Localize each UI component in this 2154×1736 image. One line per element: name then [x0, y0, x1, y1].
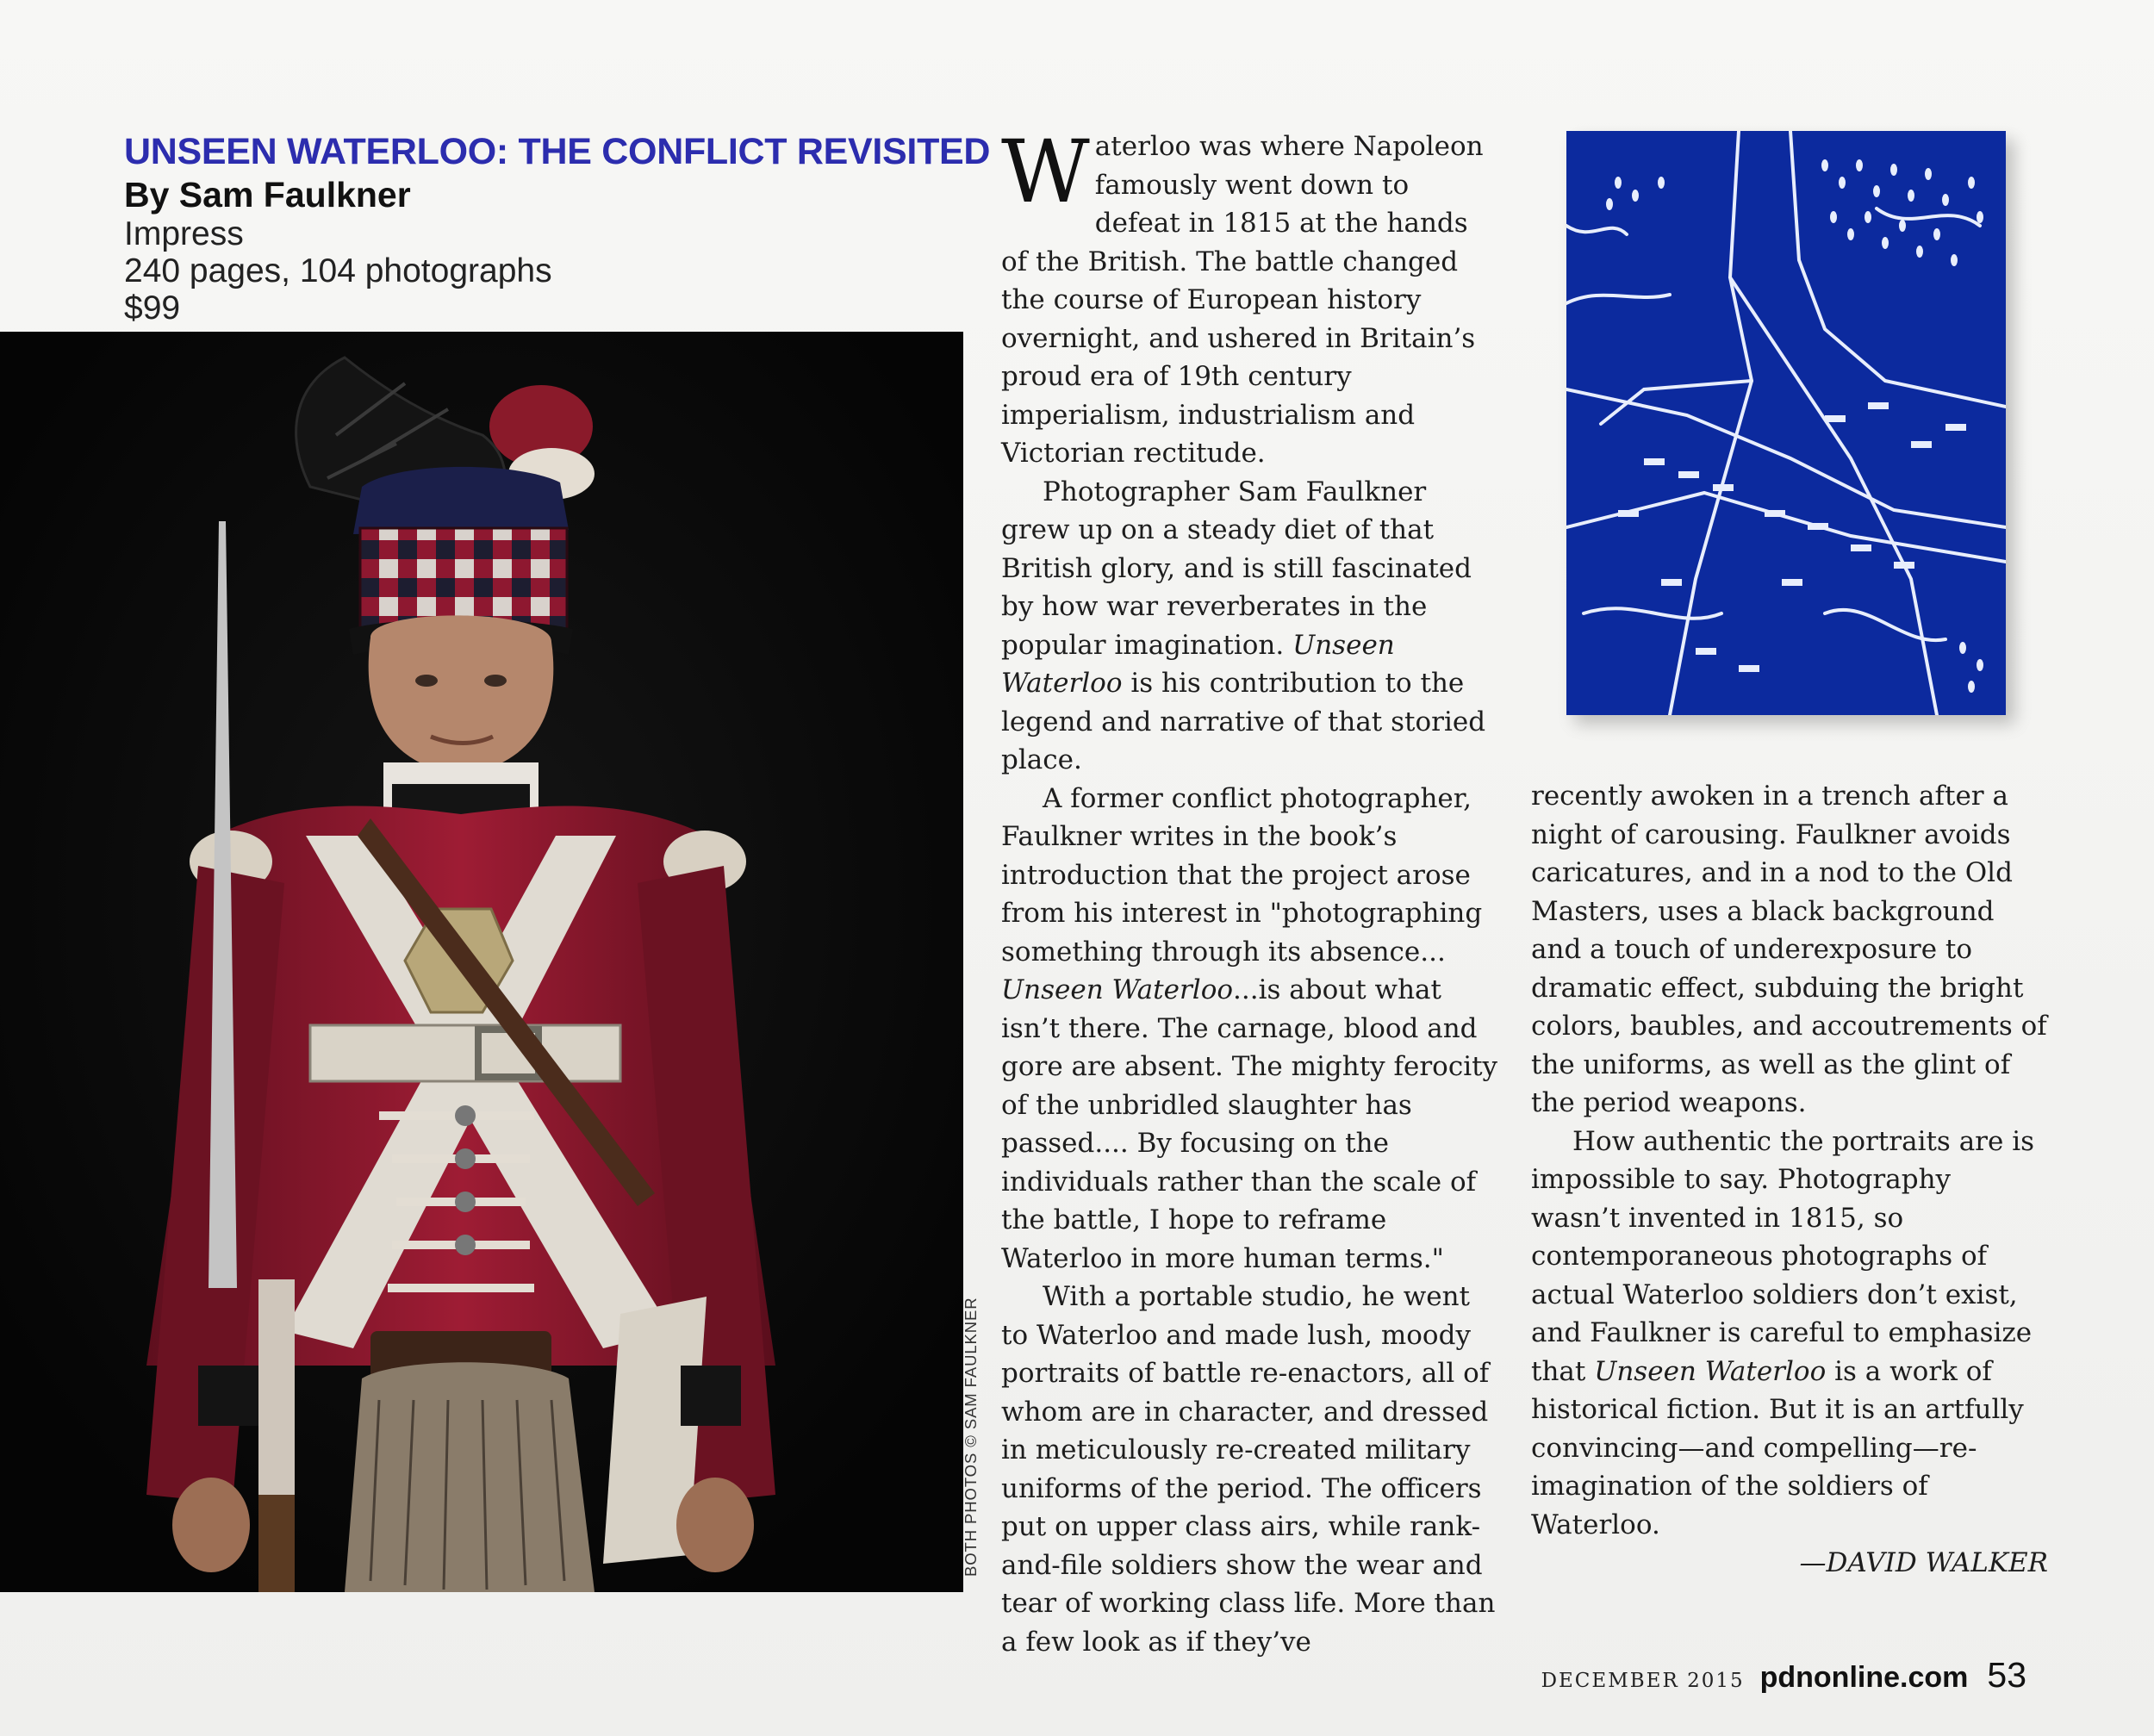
page-footer [1541, 1655, 2026, 1696]
book-title: UNSEEN WATERLOO: THE CONFLICT REVISITED [124, 131, 991, 172]
article-paragraph-4: With a portable studio, he went to Waterloo and made lush, moody portraits of battle re-enactors, all of whom are in character, and dressed in meticulously re-created military uniforms of the period. The officers put on upper class airs, while rank-and-file soldiers show the wear and tear of working class life. More than a few look as if they’ve [1001, 1281, 1496, 1658]
book-details: 240 pages, 104 photographs [124, 252, 552, 289]
page-number: 53 [1987, 1655, 2026, 1695]
photo-credit: BOTH PHOTOS © SAM FAULKNER [962, 1297, 980, 1577]
paragraph-3-text-a: A former conflict photographer, Faulkner writes in the book’s introduction that the project arose from his interest in "photographing something through its absence... [1001, 782, 1483, 968]
paragraph-2-text-a: Photographer Sam Faulkner grew up on a steady diet of that British glory, and is still fascinated by how war reverberates in the popular imagination. [1001, 476, 1472, 661]
paragraph-6-text-a: How authentic the portraits are is impossible to say. Photography wasn’t invented in 1815, so contemporaneous photographs of actual Waterloo soldiers don’t exist, and Faulkner is careful to emphasize that [1531, 1125, 2035, 1387]
book-byline: By Sam Faulkner [124, 175, 411, 215]
soldier-portrait-photo [0, 332, 963, 1592]
book-info [124, 129, 991, 327]
battle-map-illustration [1566, 131, 2006, 715]
footer-date: DECEMBER 2015 [1541, 1670, 1745, 1692]
paragraph-6-text-b: is a work of historical fiction. But it is an artfully convincing—and compelling—re-imagination of the soldiers of Waterloo. [1531, 1355, 2024, 1540]
article-column-1 [1001, 121, 1501, 1661]
battle-map-photo [1566, 131, 2006, 715]
footer-website: pdnonline.com [1759, 1661, 1969, 1694]
paragraph-3-text-b: ...is about what isn’t there. The carnage, blood and gore are absent. The mighty ferocity of the unbridled slaughter has passed.... By focusing on the individuals rather than the scale of the battle, I hope to reframe Waterloo in more human terms." [1001, 974, 1498, 1274]
article-column-2 [1531, 777, 2048, 1583]
paragraph-2-text-b: is his contribution to the legend and narrative of that storied place. [1001, 668, 1486, 775]
book-title-italic: Unseen Waterloo [1001, 974, 1234, 1005]
article-paragraph-5: recently awoken in a trench after a night of carousing. Faulkner avoids caricatures, and in a nod to the Old Masters, uses a black background and a touch of underexposure to dramatic effect, subduing the bright colors, baubles, and accoutrements of the uniforms, as well as the glint of the period weapons. [1531, 781, 2047, 1118]
book-publisher: Impress [124, 215, 244, 252]
author-signature: —DAVID WALKER [1799, 1547, 2048, 1578]
article-paragraph-2 [1001, 473, 1501, 780]
book-price: $99 [124, 289, 181, 327]
article-paragraph-3 [1001, 780, 1501, 1279]
paragraph-1-text: aterloo was where Napoleon famously went down to defeat in 1815 at the hands of the British. The battle changed the course of European history overnight, and ushered in Britain’s proud era of 19th century imperialism, industrialism and Victorian rectitude. [1001, 131, 1484, 469]
article-paragraph-6 [1531, 1123, 2048, 1545]
book-title-italic: Unseen Waterloo [1001, 629, 1395, 699]
article-paragraph-1 [1001, 121, 1501, 473]
book-title-italic: Unseen Waterloo [1594, 1355, 1827, 1387]
drop-cap: W [1001, 121, 1090, 222]
soldier-portrait-illustration [0, 332, 963, 1592]
